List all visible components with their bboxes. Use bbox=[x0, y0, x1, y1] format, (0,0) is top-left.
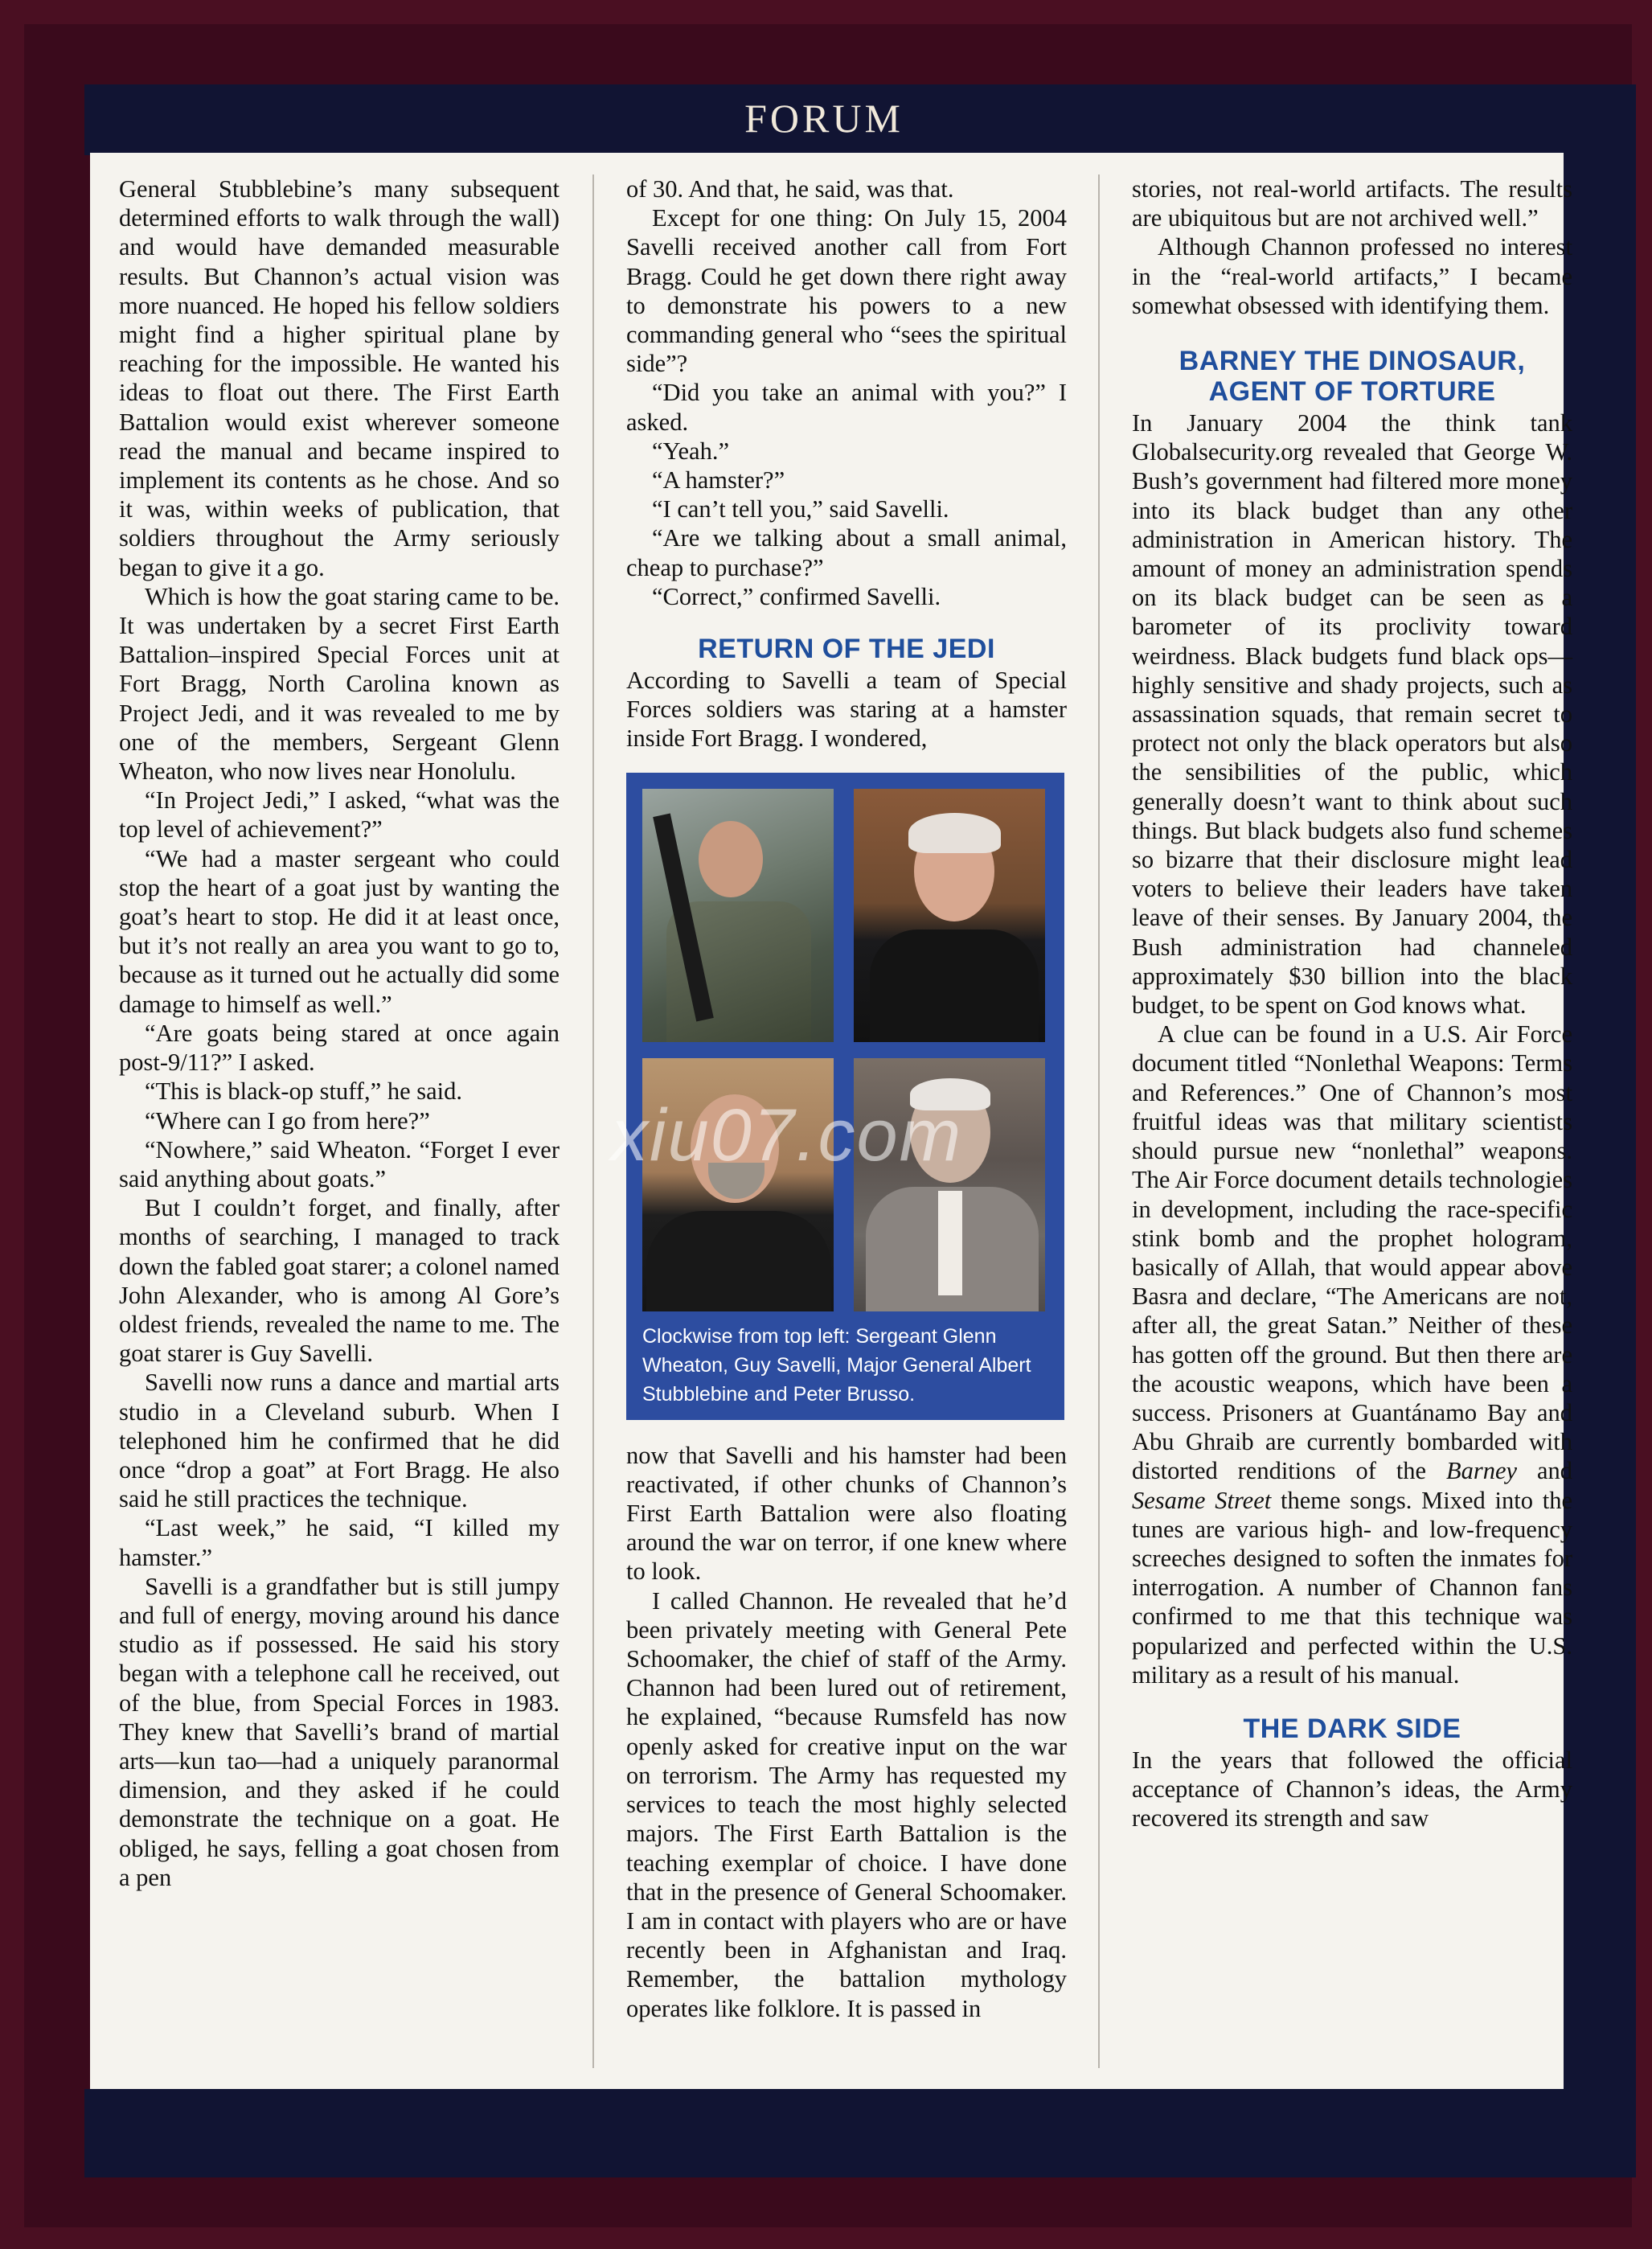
section-title: FORUM bbox=[744, 96, 904, 141]
paragraph: “Are we talking about a small animal, cheap to purchase?” bbox=[626, 524, 1067, 581]
paragraph: “We had a master sergeant who could stop the heart of a goat just by wanting the goat’s heart to stop. He did it at least once, but it’s not really an area you want to go to, because as it turned out he actually did some damage to himself as well.” bbox=[119, 844, 560, 1018]
paragraph: of 30. And that, he said, was that. bbox=[626, 175, 954, 203]
conjunction: and bbox=[1517, 1457, 1573, 1485]
photo-wheaton bbox=[642, 789, 834, 1042]
paragraph: “A hamster?” bbox=[652, 466, 785, 495]
subhead-barney bbox=[1132, 346, 1572, 407]
paragraph: In the years that followed the official acceptance of Channon’s ideas, the Army recovered its strength and saw bbox=[1132, 1746, 1572, 1832]
paragraph: “Where can I go from here?” bbox=[145, 1106, 430, 1135]
paragraph: “In Project Jedi,” I asked, “what was the top level of achievement?” bbox=[119, 786, 560, 843]
column-1 bbox=[119, 174, 560, 1892]
paragraph-text: theme songs. Mixed into the tunes are various high- and low-frequency screeches designed to soften the inmates for interrogation. A number of Channon fans confirmed to me that this technique was popularized and perfected within the U.S. military as a result of his manual. bbox=[1132, 1486, 1573, 1689]
paragraph: “Are goats being stared at once again post-9/11?” I asked. bbox=[119, 1019, 560, 1077]
paragraph: “This is black-op stuff,” he said. bbox=[145, 1077, 462, 1106]
column-rule bbox=[1098, 174, 1100, 2068]
column-3 bbox=[1132, 174, 1572, 1833]
paragraph: Except for one thing: On July 15, 2004 Savelli received another call from Fort Bragg. Could he get down there right away to demonstrate his powers to a new commanding general who “sees the spiritual side”? bbox=[626, 204, 1067, 378]
paragraph: “Last week,” he said, “I killed my hamster.” bbox=[119, 1514, 560, 1571]
barney-title: Barney bbox=[1446, 1457, 1518, 1485]
watermark: xiu07.com bbox=[611, 1094, 963, 1176]
column-rule bbox=[592, 174, 594, 2068]
sesame-street-title: Sesame Street bbox=[1132, 1486, 1272, 1514]
paragraph: Savelli now runs a dance and martial arts studio in a Cleveland suburb. When I telephoned him he confirmed that he did once “drop a goat” at Fort Bragg. He also said he still practices the technique. bbox=[119, 1369, 560, 1513]
paragraph: stories, not real-world artifacts. The results are ubiquitous but are not archived well.” bbox=[1132, 175, 1572, 232]
subhead-return-of-the-jedi: RETURN OF THE JEDI bbox=[698, 634, 995, 665]
paragraph: General Stubblebine’s many subsequent determined efforts to walk through the wall) and would have demanded measurable results. But Channon’s actual vision was more nuanced. He hoped his fellow soldiers might find a higher spiritual plane by reaching for the impossible. He wanted his ideas to float out there. The First Earth Battalion would exist wherever someone read the manual and became inspired to implement its contents as he chose. And so it was, within weeks of publication, that soldiers throughout the Army seriously began to give it a go. bbox=[119, 175, 560, 581]
subhead-barney-line1: BARNEY THE DINOSAUR, bbox=[1179, 346, 1526, 377]
paragraph: But I couldn’t forget, and finally, after months of searching, I managed to track down the fabled goat starer; a colonel named John Alexander, who is among Al Gore’s oldest friends, revealed the name to me. The goat starer is Guy Savelli. bbox=[119, 1194, 560, 1368]
photo-caption: Clockwise from top left: Sergeant Glenn Wheaton, Guy Savelli, Major General Albert Stubblebine and Peter Brusso. bbox=[642, 1324, 1031, 1406]
side-band bbox=[1564, 153, 1636, 2131]
paragraph: now that Savelli and his hamster had been reactivated, if other chunks of Channon’s First Earth Battalion were also floating around the war on terror, if one knew where to look. bbox=[626, 1441, 1067, 1586]
paragraph: In January 2004 the think tank Globalsecurity.org revealed that George W. Bush’s government had filtered more money into its black budget than any other administration in American history. The amount of money an administration spends on its black budget can be seen as a barometer of its proclivity toward weirdness. Black budgets fund black ops—highly sensitive and shady projects, such as assassination squads, that remain secret to protect not only the black operators but also the sensibilities of the public, which generally doesn’t want to think about such things. But black budgets also fund schemes so bizarre that their disclosure might lead voters to believe their leaders have taken leave of their senses. By January 2004, the Bush administration had channeled approximately $30 billion into the black budget, to be spent on God knows what. bbox=[1132, 409, 1572, 1020]
photo-savelli bbox=[854, 789, 1045, 1042]
paragraph: “I can’t tell you,” said Savelli. bbox=[652, 495, 949, 523]
paragraph: Savelli is a grandfather but is still jumpy and full of energy, moving around his dance studio as if possessed. He said his story began with a telephone call he received, out of the blue, from Special Forces in 1983. They knew that Savelli’s brand of martial arts—kun tao—had a uniquely paranormal dimension, and they asked if he could demonstrate the technique on a goat. He obliged, he says, felling a goat chosen from a pen bbox=[119, 1572, 560, 1891]
bottom-band bbox=[84, 2089, 1636, 2177]
subhead-barney-line2: AGENT OF TORTURE bbox=[1208, 376, 1496, 408]
paragraph bbox=[1132, 1020, 1572, 1689]
paragraph: “Yeah.” bbox=[652, 437, 729, 465]
paragraph: “Nowhere,” said Wheaton. “Forget I ever said anything about goats.” bbox=[119, 1135, 560, 1192]
paragraph: I called Channon. He revealed that he’d been privately meeting with General Pete Schoomaker, the chief of staff of the Army. Channon had been lured out of retirement, he explained, “because Rumsfeld has now openly asked for creative input on the war on terrorism. The Army has requested my services to teach the most highly selected majors. The First Earth Battalion is the teaching exemplar of choice. I have done that in the presence of General Schoomaker. I am in contact with players who are or have recently been in Afghanistan and Iraq. Remember, the battalion mythology operates like folklore. It is passed in bbox=[626, 1586, 1067, 2022]
subhead-the-dark-side: THE DARK SIDE bbox=[1243, 1713, 1461, 1744]
paragraph: “Correct,” confirmed Savelli. bbox=[652, 582, 941, 610]
paragraph: Which is how the goat staring came to be. It was undertaken by a secret First Earth Battalion–inspired Special Forces unit at Fort Bragg, North Carolina known as Project Jedi, and it was revealed to me by one of the members, Sergeant Glenn Wheaton, who now lives near Honolulu. bbox=[119, 582, 560, 786]
paragraph: “Did you take an animal with you?” I asked. bbox=[626, 379, 1067, 436]
paragraph: According to Savelli a team of Special Forces soldiers was staring at a hamster inside Fort Bragg. I wondered, bbox=[626, 667, 1067, 753]
paragraph: Although Channon professed no interest in the “real-world artifacts,” I became somewhat obsessed with identifying them. bbox=[1132, 233, 1572, 319]
paragraph-text: A clue can be found in a U.S. Air Force document titled “Nonlethal Weapons: Terms and References.” One of Channon’s most fruitful ideas was that military scientists should pursue new “nonlethal” weapons. The Air Force document details technologies in development, including the race-specific stink bomb and the prophet hologram, basically of Allah, that would appear above Basra and declare, “The Americans are not, after all, the great Satan.” Neither of these has gotten off the ground. But then there are the acoustic weapons, which have been a success. Prisoners at Guantánamo Bay and Abu Ghraib are currently bombarded with distorted renditions of the bbox=[1132, 1020, 1573, 1485]
